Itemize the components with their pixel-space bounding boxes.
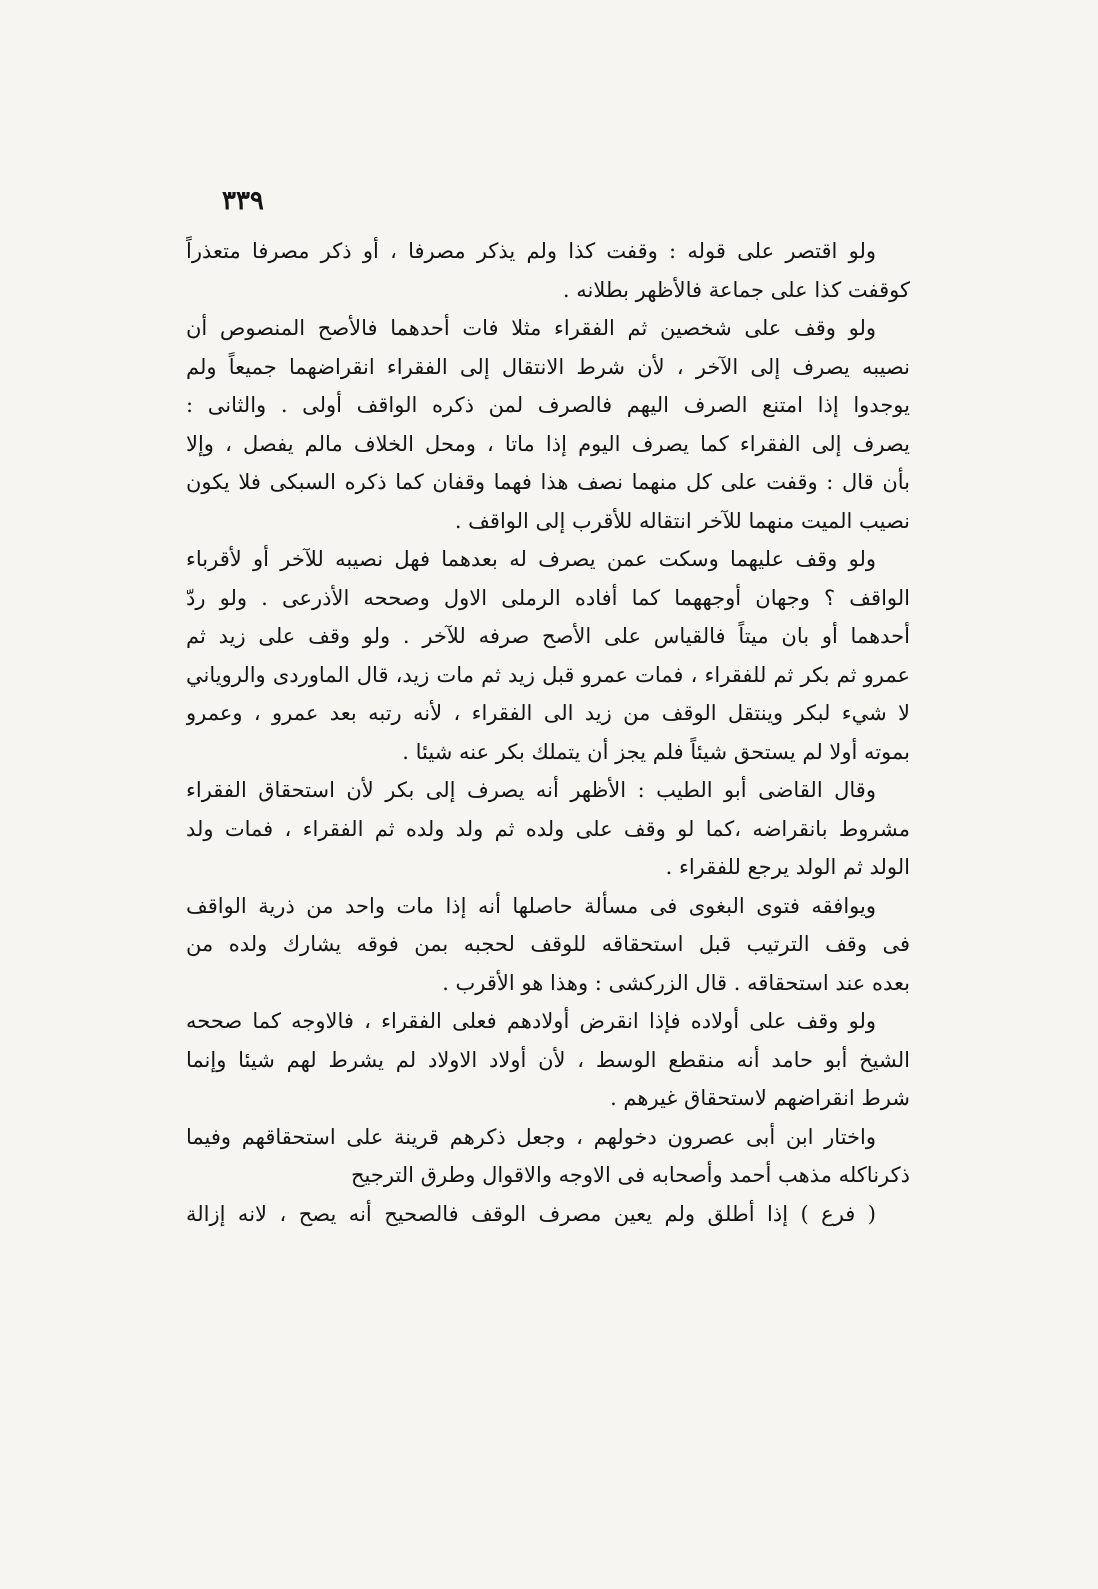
text-line: نصيبه يصرف إلى الآخر ، لأن شرط الانتقال إلى الفقراء انقراضهما جميعاً ولم: [186, 354, 910, 379]
text-line: وقال القاضى أبو الطيب : الأظهر أنه يصرف إلى بكر لأن استحقاق الفقراء: [186, 778, 876, 802]
text-line: ويوافقه فتوى البغوى فى مسألة حاصلها أنه إذا مات واحد من ذرية الواقف: [186, 893, 876, 918]
text-line: كوقفت كذا على جماعة فالأظهر بطلانه .: [562, 277, 910, 302]
text-line: ( فرع ) إذا أطلق ولم يعين مصرف الوقف فالصحيح أنه يصح ، لانه إزالة: [186, 1201, 876, 1226]
text-line: فى وقف الترتيب قبل استحقاقه للوقف لحجبه بمن فوقه يشارك ولده من: [186, 932, 910, 956]
text-line: يوجدوا إذا امتنع الصرف اليهم فالصرف لمن ذكره الواقف أولى . والثانى :: [186, 393, 910, 417]
text-line: الشيخ أبو حامد أنه منقطع الوسط ، لأن أولاد الاولاد لم يشرط لهم شيئا وإنما: [186, 1047, 910, 1072]
text-line: نصيب الميت منهما للآخر انتقاله للأقرب إلى الواقف .: [454, 508, 910, 533]
text-line: بموته أولا لم يستحق شيئاً فلم يجز أن يتملك بكر عنه شيئا .: [402, 739, 910, 764]
page-number: ٣٣٩: [222, 186, 264, 216]
text-line: ولو وقف على أولاده فإذا انقرض أولادهم فعلى الفقراء ، فالاوجه كما صححه: [186, 1009, 876, 1033]
text-line: أحدهما أو بان ميتاً فالقياس على الأصح صرفه للآخر . ولو وقف على زيد ثم: [186, 624, 910, 648]
text-line: لا شيء لبكر وينتقل الوقف من زيد الى الفقراء ، لأنه رتبه بعد عمرو ، وعمرو: [186, 701, 910, 725]
text-line: ذكرناكله مذهب أحمد وأصحابه فى الاوجه والاقوال وطرق الترجيح: [350, 1163, 910, 1187]
text-line: الواقف ؟ وجهان أوجههما كما أفاده الرملى الاول وصححه الأذرعى . ولو ردّ: [186, 585, 910, 610]
text-line: بعده عند استحقاقه . قال الزركشى : وهذا هو الأقرب .: [442, 970, 910, 995]
text-line: ولو وقف عليهما وسكت عمن يصرف له بعدهما فهل نصيبه للآخر أو لأقرباء: [186, 547, 876, 571]
text-line: واختار ابن أبى عصرون دخولهم ، وجعل ذكرهم قرينة على استحقاقهم وفيما: [186, 1124, 876, 1149]
text-line: عمرو ثم بكر ثم للفقراء ، فمات عمرو قبل زيد ثم مات زيد، قال الماوردى والروياني: [186, 662, 910, 687]
text-line: شرط انقراضهم لاستحقاق غيرهم .: [610, 1086, 910, 1110]
text-line: ولو وقف على شخصين ثم الفقراء مثلا فات أحدهما فالأصح المنصوص أن: [186, 316, 876, 340]
text-line: الولد ثم الولد يرجع للفقراء .: [665, 855, 910, 879]
body-text: [186, 232, 910, 1233]
text-line: بأن قال : وقفت على كل منهما نصف هذا فهما وقفان كما ذكره السبكى فلا يكون: [186, 470, 910, 494]
text-line: ولو اقتصر على قوله : وقفت كذا ولم يذكر مصرفا ، أو ذكر مصرفا متعذراً: [186, 239, 876, 263]
text-line: يصرف إلى الفقراء كما يصرف اليوم إذا ماتا ، ومحل الخلاف مالم يفصل ، وإلا: [186, 431, 910, 456]
text-line: مشروط بانقراضه ،كما لو وقف على ولده ثم ولد ولده ثم الفقراء ، فمات ولد: [186, 816, 910, 841]
